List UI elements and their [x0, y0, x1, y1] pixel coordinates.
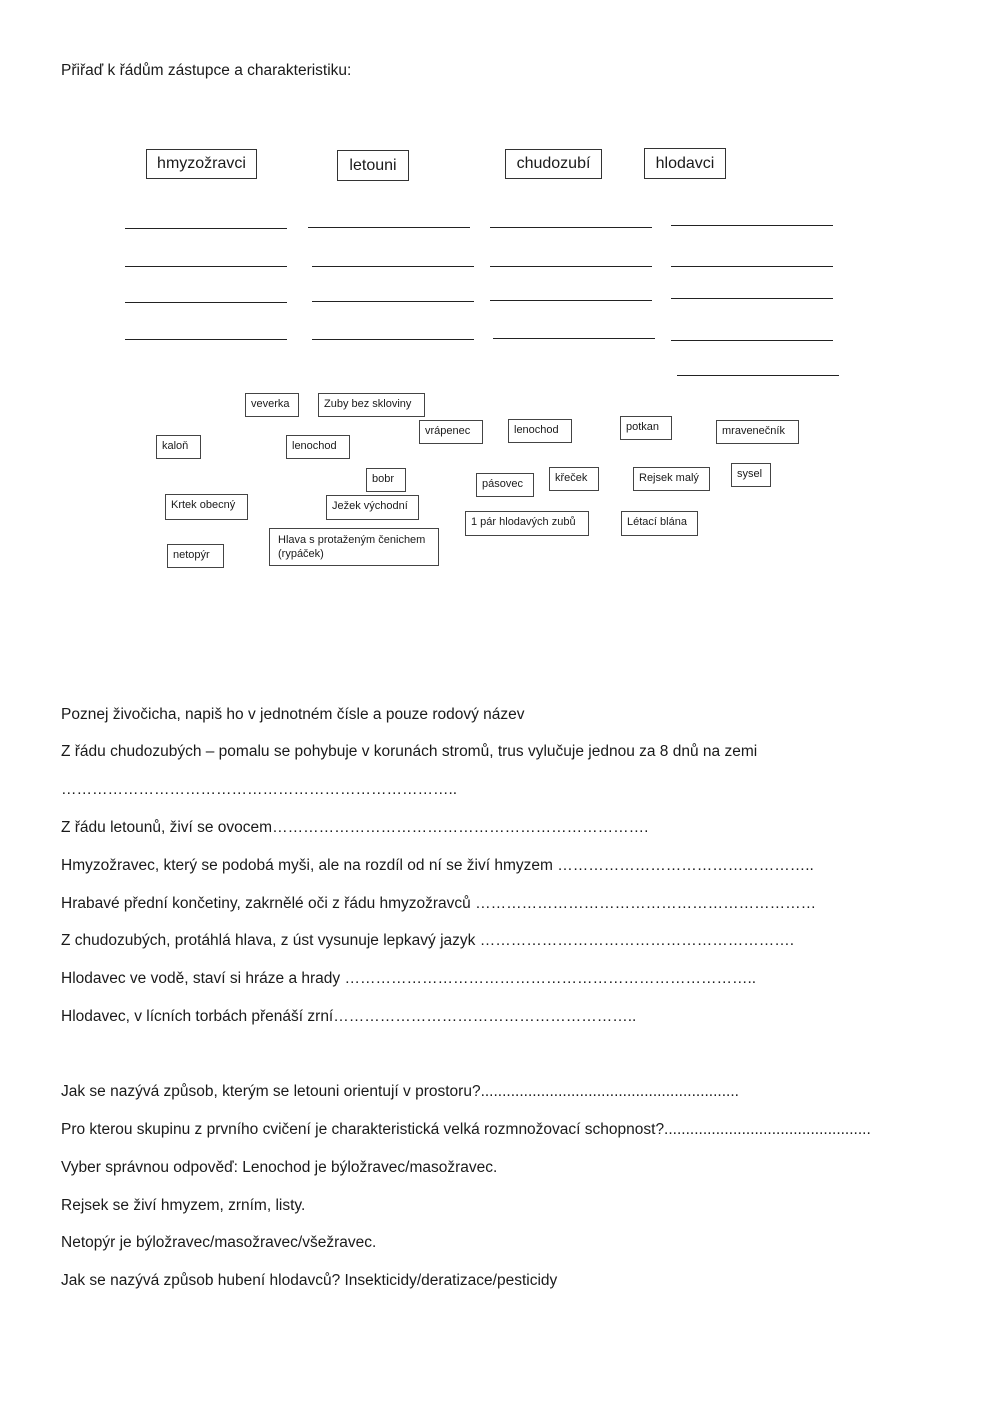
answer-line[interactable] — [671, 340, 833, 341]
chip-krtek-obecny[interactable]: Krtek obecný — [165, 494, 248, 520]
answer-line[interactable] — [308, 227, 470, 228]
answer-line[interactable] — [312, 301, 474, 302]
question-echolocation[interactable]: Jak se nazývá způsob, kterým se letouni orientují v prostoru?............................................................ — [61, 1083, 739, 1100]
question-6[interactable]: Hlodavec ve vodě, staví si hráze a hrady …………………………………………………………………….. — [61, 970, 757, 987]
chip-netopyr[interactable]: netopýr — [167, 544, 224, 568]
question-rejsek-diet[interactable]: Rejsek se živí hmyzem, zrním, listy. — [61, 1197, 306, 1214]
chip-zuby-bez-skloviny[interactable]: Zuby bez skloviny — [318, 393, 425, 417]
question-1: Z řádu chudozubých – pomalu se pohybuje v korunách stromů, trus vylučuje jednou za 8 dnů na zemi — [61, 743, 758, 760]
question-5[interactable]: Z chudozubých, protáhlá hlava, z úst vysunuje lepkavý jazyk ……………………………………………………. — [61, 932, 795, 949]
chip-letaci-blana[interactable]: Létací blána — [621, 511, 698, 536]
chip-kalon[interactable]: kaloň — [156, 435, 201, 459]
chip-bobr[interactable]: bobr — [366, 468, 406, 492]
chip-rejsek-maly[interactable]: Rejsek malý — [633, 467, 710, 491]
category-hmyzozravci: hmyzožravci — [146, 149, 257, 179]
answer-line[interactable] — [125, 339, 287, 340]
answer-line[interactable] — [490, 266, 652, 267]
answer-line[interactable] — [490, 227, 652, 228]
answer-line[interactable] — [671, 266, 833, 267]
chip-veverka[interactable]: veverka — [245, 393, 299, 417]
question-lenochod-diet[interactable]: Vyber správnou odpověď: Lenochod je býložravec/masožravec. — [61, 1159, 498, 1176]
chip-hlava-s-protazenym-cenichem[interactable]: Hlava s protaženým čenichem (rypáček) — [269, 528, 439, 566]
question-reproduction[interactable]: Pro kterou skupinu z prvního cvičení je charakteristická velká rozmnožovací schopnost?................................................ — [61, 1121, 871, 1138]
chip-vrapenec[interactable]: vrápenec — [419, 420, 483, 444]
question-2[interactable]: Z řádu letounů, živí se ovocem………………………………………………………………. — [61, 819, 649, 836]
answer-line[interactable] — [312, 339, 474, 340]
answer-line[interactable] — [677, 375, 839, 376]
question-7[interactable]: Hlodavec, v lícních torbách přenáší zrní………………………………………………….. — [61, 1008, 637, 1025]
answer-line[interactable] — [671, 298, 833, 299]
chip-par-hlodavych-zubu[interactable]: 1 pár hlodavých zubů — [465, 511, 589, 536]
chip-pasovec[interactable]: pásovec — [476, 473, 534, 497]
chip-lenochod-2[interactable]: lenochod — [508, 419, 572, 443]
question-3[interactable]: Hmyzožravec, který se podobá myši, ale na rozdíl od ní se živí hmyzem ………………………………………….. — [61, 857, 814, 874]
chip-krecek[interactable]: křeček — [549, 467, 599, 491]
chip-jezek-vychodni[interactable]: Ježek východní — [326, 495, 419, 520]
answer-line[interactable] — [125, 266, 287, 267]
chip-sysel[interactable]: sysel — [731, 463, 771, 487]
answer-line[interactable] — [671, 225, 833, 226]
answer-line[interactable] — [312, 266, 474, 267]
question-deratizace[interactable]: Jak se nazývá způsob hubení hlodavců? Insekticidy/deratizace/pesticidy — [61, 1272, 558, 1289]
section2-heading: Poznej živočicha, napiš ho v jednotném čísle a pouze rodový název — [61, 706, 525, 723]
answer-line[interactable] — [125, 302, 287, 303]
chip-lenochod[interactable]: lenochod — [286, 435, 350, 459]
chip-mravenecnik[interactable]: mravenečník — [716, 420, 799, 444]
exercise-title: Přiřaď k řádům zástupce a charakteristiku: — [61, 62, 352, 79]
category-hlodavci: hlodavci — [644, 148, 726, 179]
category-chudozubi: chudozubí — [505, 149, 602, 179]
question-4[interactable]: Hrabavé přední končetiny, zakrnělé oči z řádu hmyzožravců ………………………………………………………… — [61, 895, 817, 912]
answer-line[interactable] — [493, 338, 655, 339]
question-netopyr-diet[interactable]: Netopýr je býložravec/masožravec/všežravec. — [61, 1234, 377, 1251]
question-1-answer[interactable]: ………………………………………………………………….. — [61, 781, 458, 798]
answer-line[interactable] — [490, 300, 652, 301]
chip-potkan[interactable]: potkan — [620, 416, 672, 440]
answer-line[interactable] — [125, 228, 287, 229]
category-letouni: letouni — [337, 150, 409, 181]
